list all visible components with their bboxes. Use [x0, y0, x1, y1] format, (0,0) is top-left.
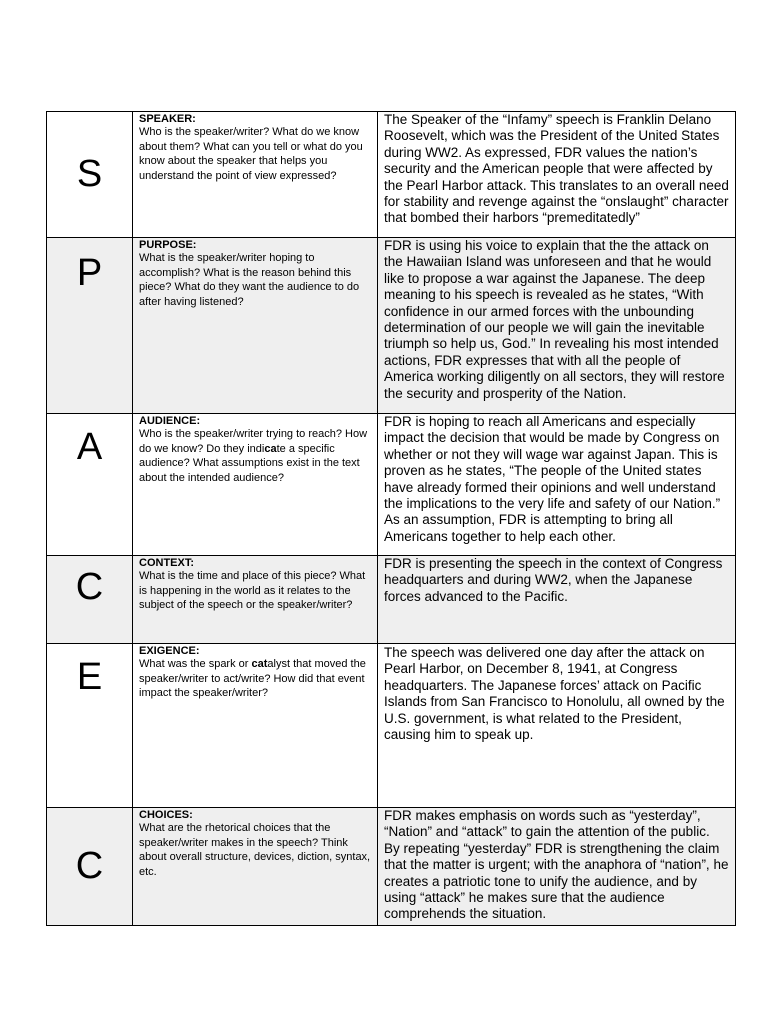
- prompt-cell-choices: [133, 808, 378, 926]
- heading-choices: CHOICES:: [139, 809, 193, 821]
- heading-exigence: EXIGENCE:: [139, 645, 200, 657]
- heading-context: CONTEXT:: [139, 557, 194, 569]
- prompt-exigence-bold: cat: [251, 658, 268, 670]
- letter-a-cell: [47, 414, 133, 556]
- prompt-audience-part-1: Who is the speaker/writer trying to reach? How do we know? Do they indi: [139, 428, 368, 455]
- prompt-purpose: What is the speaker/writer hoping to accomplish? What is the reason behind this piece? What do they want the audience to do after having listened?: [139, 252, 360, 308]
- table-row-choices: [47, 808, 736, 926]
- prompt-choices: What are the rhetorical choices that the speaker/writer makes in the speech? Think about overall structure, devices, diction, syntax, etc.: [139, 822, 371, 878]
- table-row-exigence: [47, 644, 736, 808]
- prompt-exigence-part-2: alyst that moved the speaker/writer to act/write? How did that event impact the speaker/writer?: [139, 658, 366, 699]
- heading-speaker: SPEAKER:: [139, 113, 196, 125]
- prompt-speaker: Who is the speaker/writer? What do we know about them? What can you tell or what do you know about the speaker that helps you understand the point of view expressed?: [139, 126, 363, 182]
- heading-purpose: PURPOSE:: [139, 239, 197, 251]
- letter-e-cell: [47, 644, 133, 808]
- heading-audience: AUDIENCE:: [139, 415, 201, 427]
- letter-p-cell: [47, 238, 133, 414]
- table-row-speaker: [47, 112, 736, 238]
- prompt-context: What is the time and place of this piece? What is happening in the world as it relates to the subject of the speech or the speaker/writer?: [139, 570, 366, 611]
- prompt-audience-bold: ca: [264, 442, 277, 455]
- table-row-audience: [47, 414, 736, 556]
- prompt-cell-context: [133, 556, 378, 644]
- answer-audience: FDR is hoping to reach all Americans and especially impact the decision that would be made by Congress on whether or not they will wage war against Japan. This is proven as he states, “The people of the United states have already formed their opinions and well understand the implications to the very life and safety of our Nation.” As an assumption, FDR is attempting to bring all Americans together to help each other.: [378, 414, 736, 556]
- prompt-exigence-part-1: What was the spark or: [139, 658, 252, 670]
- letter-e: E: [76, 656, 103, 698]
- answer-purpose: FDR is using his voice to explain that the the attack on the Hawaiian Island was unforeseen and that he would like to propose a war against the Japanese. The deep meaning to his speech is revealed as he states, “With confidence in our armed forces with the unbounding determination of our people we will gain the inevitable triumph so help us, God.” In revealing his most intended actions, FDR expresses that with all the people of America working diligently on all sectors, they will restore the security and prosperity of the Nation.: [378, 238, 736, 414]
- prompt-cell-exigence: [133, 644, 378, 808]
- prompt-cell-speaker: [133, 112, 378, 238]
- prompt-cell-purpose: [133, 238, 378, 414]
- letter-c-choices: C: [47, 808, 133, 926]
- table-row-purpose: [47, 238, 736, 414]
- answer-speaker: The Speaker of the “Infamy” speech is Franklin Delano Roosevelt, which was the President of the United States during WW2. As expressed, FDR values the nation’s security and the American people that were affected by the Pearl Harbor attack. This translates to an overall need for stability and revenge against the “onslaught” character that bombed their harbors “premeditatedly”: [378, 112, 736, 238]
- letter-a: A: [76, 426, 103, 468]
- prompt-audience-part-2: te a specific audience? What assumptions exist in the text about the intended audience?: [139, 442, 360, 484]
- prompt-cell-audience: [133, 414, 378, 556]
- answer-exigence: The speech was delivered one day after the attack on Pearl Harbor, on December 8, 1941, at Congress headquarters. The Japanese forces’ attack on Pacific Islands from San Francisco to Honolulu, all owned by the U.S. government, is what related to the President, causing him to speak up.: [378, 644, 736, 808]
- answer-context: FDR is presenting the speech in the context of Congress headquarters and during WW2, when the Japanese forces advanced to the Pacific.: [378, 556, 736, 644]
- letter-c-context: C: [75, 566, 104, 608]
- letter-c-context-cell: [47, 556, 133, 644]
- table-row-context: [47, 556, 736, 644]
- letter-s: S: [47, 112, 133, 238]
- letter-p: P: [76, 252, 103, 294]
- space-analysis-table: [46, 111, 736, 926]
- answer-choices: FDR makes emphasis on words such as “yesterday”, “Nation” and “attack” to gain the attention of the public. By repeating “yesterday” FDR is strengthening the claim that the matter is urgent; with the anaphora of “nation”, he creates a patriotic tone to unify the audience, and by using “attack” he makes sure that the audience comprehends the situation.: [378, 808, 736, 926]
